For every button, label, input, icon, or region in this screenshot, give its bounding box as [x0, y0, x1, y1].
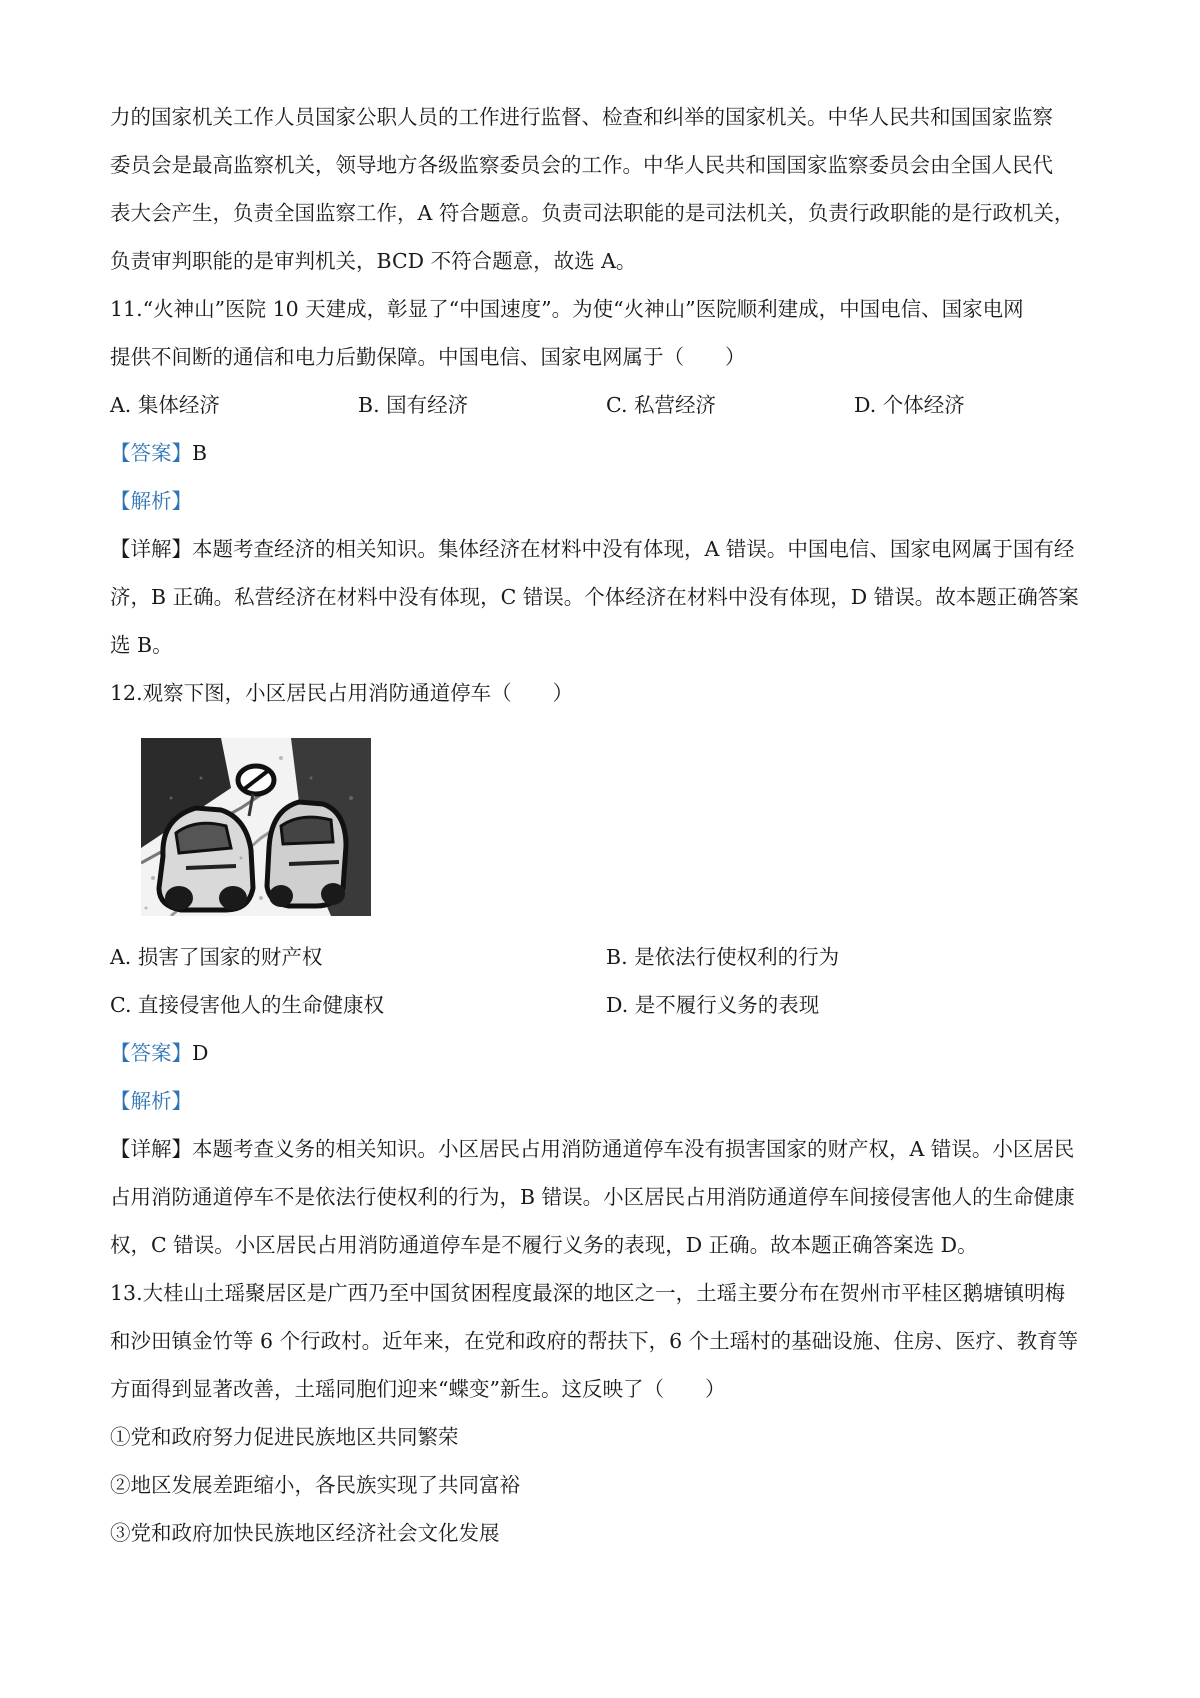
intro-line-3: 表大会产生，负责全国监察工作，A 符合题意。负责司法职能的是司法机关，负责行政职能的是行政机关，	[110, 201, 1075, 225]
q11-option-b: B. 国有经济	[358, 393, 469, 417]
q12-detail-line-1: 【详解】本题考查义务的相关知识。小区居民占用消防通道停车没有损害国家的财产权，A 错误。小区居民	[110, 1137, 1075, 1161]
q11-option-d: D. 个体经济	[854, 393, 965, 417]
q11-detail-line-2: 济，B 正确。私营经济在材料中没有体现，C 错误。个体经济在材料中没有体现，D 错误。故本题正确答案	[110, 585, 1079, 609]
q11-detail-line-3: 选 B。	[110, 633, 173, 657]
intro-line-1: 力的国家机关工作人员国家公职人员的工作进行监督、检查和纠举的国家机关。中华人民共和国国家监察	[110, 105, 1053, 129]
q12-option-a: A. 损害了国家的财产权	[110, 945, 323, 969]
q11-option-a: A. 集体经济	[110, 393, 220, 417]
q13-stem-line-3: 方面得到显著改善，土瑶同胞们迎来“蝶变”新生。这反映了（ ）	[110, 1377, 726, 1401]
q12-detail-line-2: 占用消防通道停车不是依法行使权利的行为，B 错误。小区居民占用消防通道停车间接侵害他人的生命健康	[110, 1185, 1075, 1209]
q13-stem-line-1: 13.大桂山土瑶聚居区是广西乃至中国贫困程度最深的地区之一，土瑶主要分布在贺州市平桂区鹅塘镇明梅	[110, 1281, 1066, 1305]
q11-answer-label: 【答案】	[110, 441, 192, 465]
q11-analysis-label: 【解析】	[110, 489, 192, 513]
q11-stem-line-2: 提供不间断的通信和电力后勤保障。中国电信、国家电网属于（ ）	[110, 345, 746, 369]
q11-stem-line-1: 11.“火神山”医院 10 天建成，彰显了“中国速度”。为使“火神山”医院顺利建成，中国电信、国家电网	[110, 297, 1024, 321]
q12-option-c: C. 直接侵害他人的生命健康权	[110, 993, 384, 1017]
q12-option-b: B. 是依法行使权利的行为	[606, 945, 840, 969]
fire-lane-parking-illustration	[141, 738, 371, 916]
q12-stem: 12.观察下图，小区居民占用消防通道停车（ ）	[110, 681, 574, 705]
q12-answer-row	[110, 1040, 208, 1066]
q13-stem-line-2: 和沙田镇金竹等 6 个行政村。近年来，在党和政府的帮扶下，6 个土瑶村的基础设施、住房、医疗、教育等	[110, 1329, 1079, 1353]
q12-answer-label: 【答案】	[110, 1041, 192, 1065]
intro-line-2: 委员会是最高监察机关，领导地方各级监察委员会的工作。中华人民共和国国家监察委员会由全国人民代	[110, 153, 1053, 177]
q11-answer-row	[110, 440, 207, 466]
q13-item-1: ①党和政府努力促进民族地区共同繁荣	[110, 1425, 459, 1449]
q12-analysis-label: 【解析】	[110, 1089, 192, 1113]
q12-detail-line-3: 权，C 错误。小区居民占用消防通道停车是不履行义务的表现，D 正确。故本题正确答案选 D。	[110, 1233, 978, 1257]
q11-detail-line-1: 【详解】本题考查经济的相关知识。集体经济在材料中没有体现，A 错误。中国电信、国家电网属于国有经	[110, 537, 1075, 561]
intro-line-4: 负责审判职能的是审判机关，BCD 不符合题意，故选 A。	[110, 249, 637, 273]
q11-option-c: C. 私营经济	[606, 393, 716, 417]
q12-answer-value: D	[192, 1041, 209, 1065]
q13-item-3: ③党和政府加快民族地区经济社会文化发展	[110, 1521, 500, 1545]
q12-option-d: D. 是不履行义务的表现	[606, 993, 820, 1017]
q11-answer-value: B	[192, 441, 208, 465]
q13-item-2: ②地区发展差距缩小，各民族实现了共同富裕	[110, 1473, 520, 1497]
